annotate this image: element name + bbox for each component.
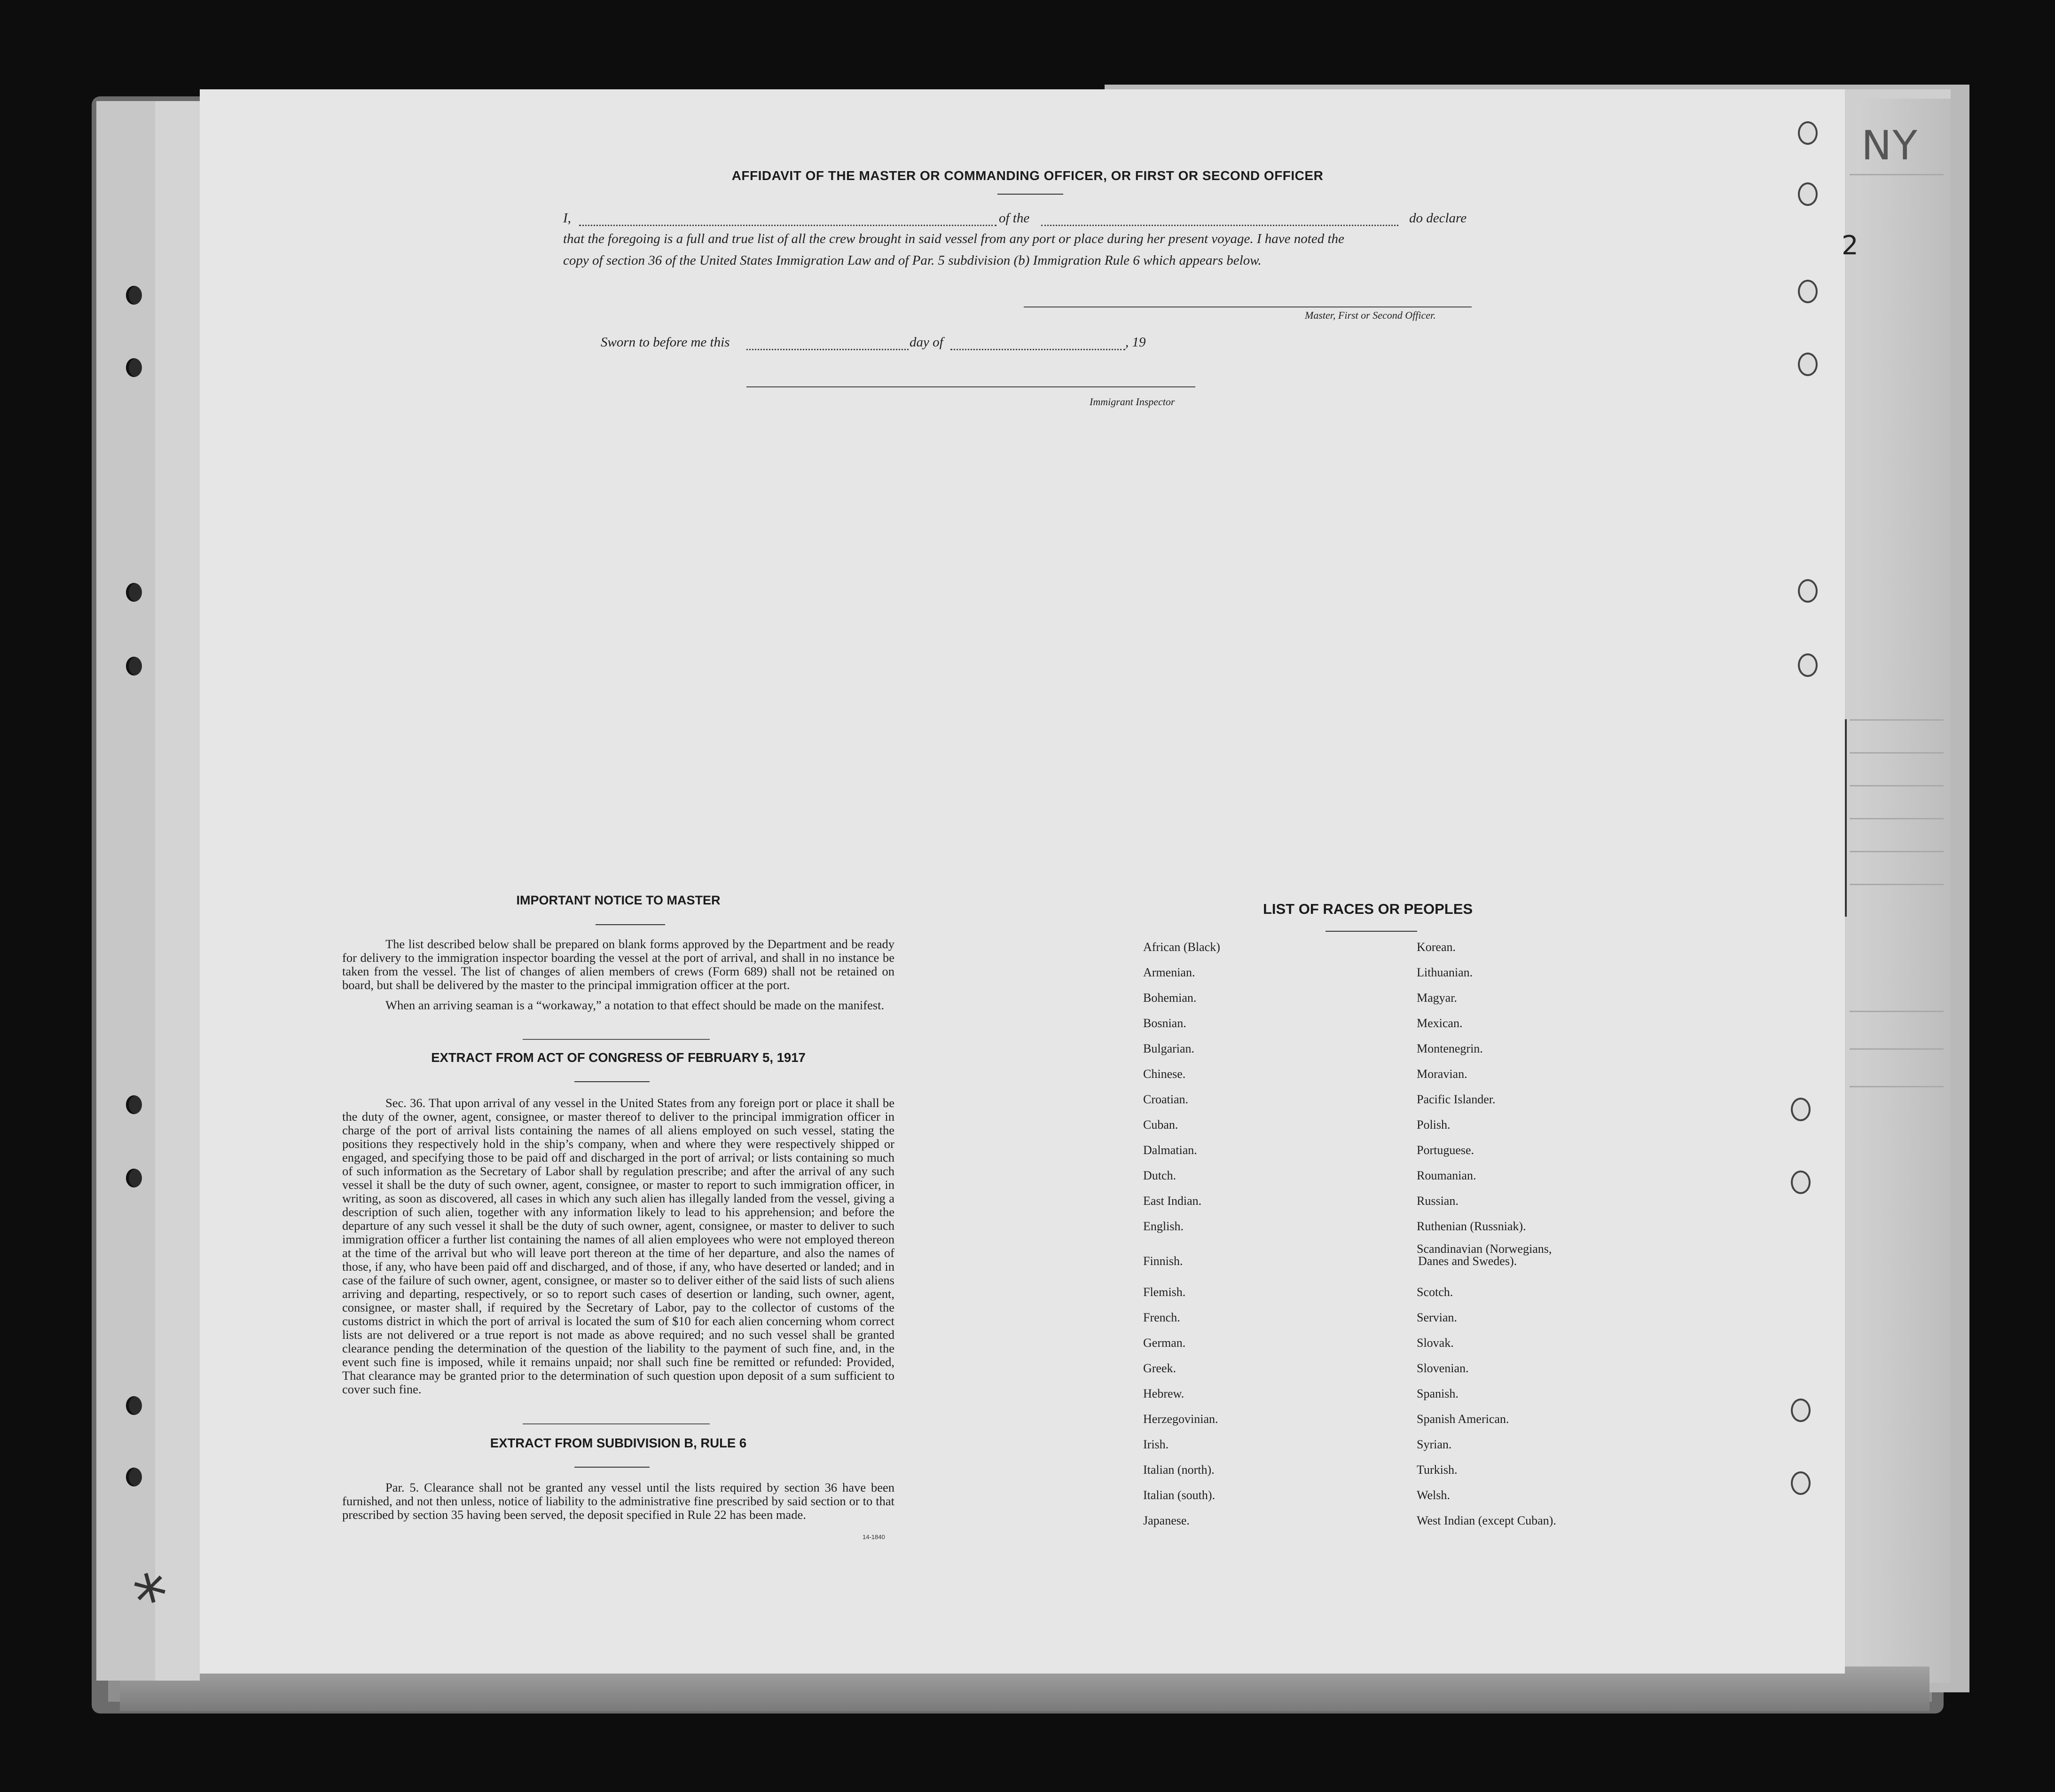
right-sheet-edge [1857, 99, 1951, 1683]
race-item: Armenian. [1143, 966, 1195, 979]
punch-hole [126, 1468, 142, 1486]
notice-title: IMPORTANT NOTICE TO MASTER [516, 893, 721, 907]
name-blank[interactable] [579, 225, 996, 226]
race-item: Japanese. [1143, 1514, 1190, 1527]
punch-hole [1798, 182, 1818, 206]
race-item: Montenegrin. [1417, 1042, 1483, 1055]
race-item: Slovak. [1417, 1336, 1454, 1350]
race-item: Scotch. [1417, 1285, 1453, 1299]
handwritten-number: 2 [1842, 230, 1859, 261]
sworn-day-of: day of [910, 335, 943, 350]
signature-caption: Master, First or Second Officer. [1305, 309, 1436, 321]
punch-hole [1798, 579, 1818, 603]
race-item: Magyar. [1417, 991, 1457, 1005]
race-item: Turkish. [1417, 1463, 1458, 1477]
ruled-line [1850, 851, 1944, 852]
punch-hole [126, 1169, 142, 1187]
race-item: Servian. [1417, 1311, 1457, 1324]
ruled-border [1845, 719, 1847, 917]
race-item: Italian (south). [1143, 1488, 1216, 1502]
divider [523, 1423, 710, 1424]
race-item: Spanish. [1417, 1387, 1459, 1400]
race-item: Mexican. [1417, 1016, 1463, 1030]
punch-hole [1798, 121, 1818, 145]
ruled-line [1850, 785, 1944, 786]
race-item: Dalmatian. [1143, 1143, 1197, 1157]
divider [596, 924, 665, 925]
rule-6-text: Par. 5. Clearance shall not be granted any vessel until the lists required by section 36 have been furnished, and not then unless, notice of liability to the administrative fine prescribed by said section or to that prescribed by section 35 having been served, the deposit specified in Rule 22 has been made. [342, 1480, 894, 1522]
ruled-line [1850, 1086, 1944, 1087]
ruled-line [1850, 818, 1944, 819]
race-item: Pacific Islander. [1417, 1092, 1496, 1106]
race-item: African (Black) [1143, 940, 1220, 954]
race-item: Spanish American. [1417, 1412, 1509, 1426]
punch-hole [1791, 1399, 1811, 1422]
affidavit-declare: do declare [1409, 211, 1467, 226]
affidavit-title: AFFIDAVIT OF THE MASTER OR COMMANDING OFFICER, OR FIRST OR SECOND OFFICER [731, 168, 1324, 183]
race-item: Ruthenian (Russniak). [1417, 1219, 1526, 1233]
punch-hole [126, 358, 142, 377]
sworn-month-blank[interactable] [950, 349, 1125, 350]
race-item: French. [1143, 1311, 1180, 1324]
race-item: Danes and Swedes). [1418, 1254, 1517, 1268]
punch-hole [126, 583, 142, 602]
race-item: English. [1143, 1219, 1184, 1233]
race-item: Scandinavian (Norwegians, [1417, 1242, 1552, 1256]
ruled-line [1850, 752, 1944, 754]
section-36-text: Sec. 36. That upon arrival of any vessel in the United States from any foreign port or place it shall be the duty of the owner, agent, consignee, or master thereof to deliver to the principal immigration officer in charge of the port of arrival lists containing the names of all aliens employed on such vessel, stating the positions they respectively hold in the ship’s company, when and where they were respectively shipped or engaged, and specifying those to be paid off and discharged in the port of arrival; or lists containing so much of such information as the Secretary of Labor shall by regulation prescribe; and after the arrival of any such vessel it shall be the duty of such owner, agent, consignee, or master to report to such immigration officer, in writing, as soon as discovered, all cases in which any such alien has illegally landed from the vessel, giving a description of such alien, together with any information likely to lead to his apprehension; and before the departure of any such vessel it shall be the duty of such owner, agent, consignee, or master to deliver to such immigration officer a further list containing the names of all alien employees who were not employed thereon at the time of the arrival but who will leave port thereon at the time of her departure, and also the names of those, if any, who have been paid off and discharged, and of those, if any, who have deserted or landed; and in case of the failure of such owner, agent, consignee, or master so to deliver either of the said lists of such aliens arriving and departing, respectively, or so to report such cases of desertion or landing, such owner, agent, consignee, or master shall, if required by the Secretary of Labor, pay to the collector of customs of the customs district in which the port of arrival is located the sum of $10 for each alien concerning whom correct lists are not delivered or a true report is not made as above required; and no such vessel shall be granted clearance pending the determination of the question of the liability to the payment of such fine, and, in the event such fine is imposed, while it remains unpaid; nor shall such fine be remitted or refunded: Provided, That clearance may be granted prior to the determination of such question upon deposit of a sum sufficient to cover such fine. [342, 1096, 894, 1396]
race-item: Portuguese. [1417, 1143, 1475, 1157]
race-item: Roumanian. [1417, 1169, 1476, 1182]
notice-paragraph-2: When an arriving seaman is a “workaway,” a notation to that effect should be made on the manifest. [385, 998, 885, 1012]
race-item: Chinese. [1143, 1067, 1186, 1081]
races-title: LIST OF RACES OR PEOPLES [1263, 901, 1473, 917]
divider [997, 194, 1063, 195]
race-item: Korean. [1417, 940, 1456, 954]
vessel-blank[interactable] [1041, 225, 1398, 226]
ruled-line [1850, 1011, 1944, 1012]
race-item: Croatian. [1143, 1092, 1189, 1106]
punch-hole [126, 286, 142, 305]
race-item: Italian (north). [1143, 1463, 1215, 1477]
race-item: Cuban. [1143, 1118, 1178, 1132]
race-item: Lithuanian. [1417, 966, 1473, 979]
race-item: Bohemian. [1143, 991, 1197, 1005]
race-item: Finnish. [1143, 1254, 1183, 1268]
race-item: Polish. [1417, 1118, 1451, 1132]
punch-hole [1798, 653, 1818, 677]
divider [523, 1039, 710, 1040]
race-item: Moravian. [1417, 1067, 1467, 1081]
race-item: Bulgarian. [1143, 1042, 1195, 1055]
punch-hole [1798, 353, 1818, 376]
ruled-line [1850, 719, 1944, 721]
race-item: West Indian (except Cuban). [1417, 1514, 1556, 1527]
divider [1326, 931, 1417, 932]
race-item: German. [1143, 1336, 1186, 1350]
punch-hole [1791, 1098, 1811, 1121]
race-item: Bosnian. [1143, 1016, 1186, 1030]
ruled-line [1850, 1048, 1944, 1050]
punch-hole [126, 1095, 142, 1114]
punch-hole [1798, 280, 1818, 303]
punch-hole [126, 1396, 142, 1415]
notice-paragraph-1: The list described below shall be prepared on blank forms approved by the Department and be ready for delivery to the immigration inspector boarding the vessel at the port of arrival, and shall in no instance be taken from the vessel. The list of changes of alien members of crews (Form 689) shall not be retained on board, but shall be delivered by the master to the principal immigration officer at the port. [342, 937, 894, 992]
extract-act-title: EXTRACT FROM ACT OF CONGRESS OF FEBRUARY 5, 1917 [431, 1050, 806, 1065]
left-binding-strip [155, 101, 200, 1681]
race-item: East Indian. [1143, 1194, 1202, 1208]
race-item: Flemish. [1143, 1285, 1186, 1299]
handwritten-ny: NY [1861, 122, 1918, 169]
extract-rule-title: EXTRACT FROM SUBDIVISION B, RULE 6 [490, 1436, 747, 1450]
race-item: Dutch. [1143, 1169, 1177, 1182]
race-item: Irish. [1143, 1438, 1169, 1451]
form-number: 14-1840 [863, 1533, 885, 1540]
race-item: Welsh. [1417, 1488, 1450, 1502]
affidavit-i: I, [563, 211, 571, 226]
handwritten-mark: * [127, 1557, 179, 1641]
affidavit-of-the: of the [999, 211, 1030, 226]
inspector-caption: Immigrant Inspector [1090, 396, 1175, 408]
punch-hole [126, 657, 142, 676]
race-item: Greek. [1143, 1361, 1177, 1375]
sworn-year: , 19 [1125, 335, 1146, 350]
affidavit-line2: that the foregoing is a full and true list of all the crew brought in said vessel from any port or place during her present voyage. I have noted the [563, 231, 1344, 246]
punch-hole [1791, 1171, 1811, 1194]
race-item: Syrian. [1417, 1438, 1452, 1451]
race-item: Slovenian. [1417, 1361, 1469, 1375]
inspector-signature-line[interactable] [746, 386, 1195, 387]
race-item: Herzegovinian. [1143, 1412, 1218, 1426]
punch-hole [1791, 1471, 1811, 1495]
sworn-label: Sworn to before me this [601, 335, 730, 350]
sworn-day-blank[interactable] [746, 349, 909, 350]
ruled-line [1850, 884, 1944, 885]
affidavit-line3: copy of section 36 of the United States Immigration Law and of Par. 5 subdivision (b) Immigration Rule 6 which appears below. [563, 253, 1262, 268]
divider [574, 1081, 650, 1082]
race-item: Russian. [1417, 1194, 1459, 1208]
divider [574, 1467, 650, 1468]
race-item: Hebrew. [1143, 1387, 1184, 1400]
